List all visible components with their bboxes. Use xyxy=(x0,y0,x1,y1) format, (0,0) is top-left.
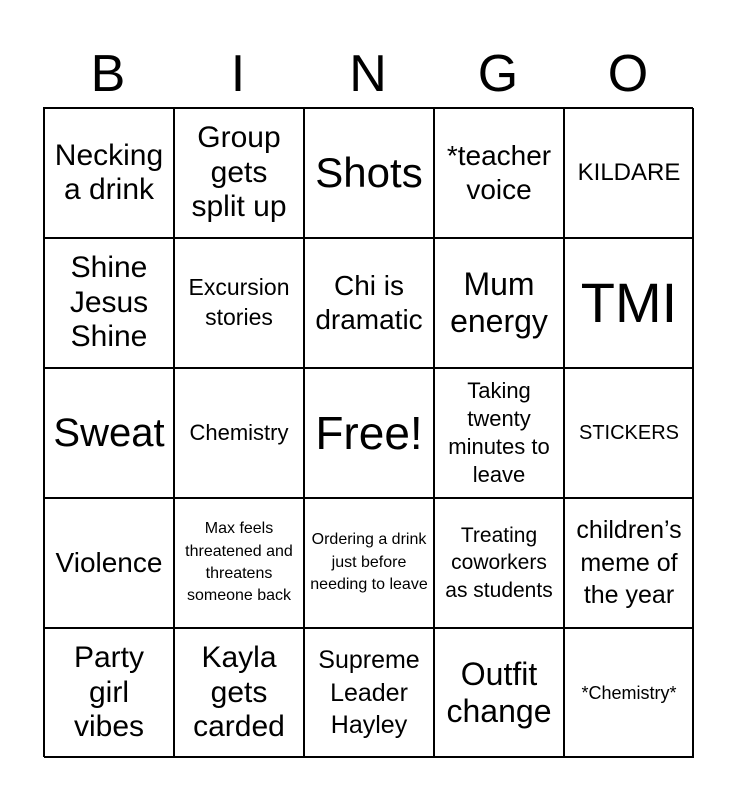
cell-text: KILDARE xyxy=(577,159,681,187)
cell-text: Chemistry xyxy=(189,419,289,445)
bingo-cell-r1c3[interactable] xyxy=(304,108,434,238)
cell-text: *Chemistry* xyxy=(581,682,677,703)
cell-text: Group gets split up xyxy=(191,121,287,224)
cell-text: Party girl vibes xyxy=(73,641,145,744)
bingo-cell-r5c5[interactable] xyxy=(564,628,694,758)
bingo-cell-r3c4[interactable] xyxy=(434,368,564,498)
cell-text: Violence xyxy=(55,547,163,579)
bingo-cell-r2c1[interactable] xyxy=(44,238,174,368)
bingo-cell-r1c4[interactable] xyxy=(434,108,564,238)
header-letter-b: B xyxy=(90,45,126,103)
bingo-cell-r3c2[interactable] xyxy=(174,368,304,498)
bingo-grid xyxy=(43,107,693,757)
header-letter-o: O xyxy=(607,45,649,103)
bingo-header xyxy=(43,40,693,108)
bingo-cell-r2c5[interactable] xyxy=(564,238,694,368)
bingo-cell-r4c2[interactable] xyxy=(174,498,304,628)
cell-text: Supreme Leader Hayley xyxy=(318,646,420,740)
bingo-cell-r5c3[interactable] xyxy=(304,628,434,758)
bingo-cell-r5c4[interactable] xyxy=(434,628,564,758)
bingo-cell-r1c5[interactable] xyxy=(564,108,694,238)
cell-text: Shots xyxy=(315,148,423,196)
bingo-cell-r4c1[interactable] xyxy=(44,498,174,628)
bingo-cell-r2c4[interactable] xyxy=(434,238,564,368)
cell-text: Excursion stories xyxy=(188,274,290,330)
bingo-cell-r2c2[interactable] xyxy=(174,238,304,368)
bingo-cell-r4c3[interactable] xyxy=(304,498,434,628)
bingo-cell-r4c5[interactable] xyxy=(564,498,694,628)
cell-text: children’s meme of the year xyxy=(576,516,682,610)
header-letter-g: G xyxy=(477,45,519,103)
header-letter-i: I xyxy=(230,45,246,103)
bingo-cell-r3c1[interactable] xyxy=(44,368,174,498)
cell-text: Sweat xyxy=(53,411,165,455)
cell-text: TMI xyxy=(580,271,678,335)
cell-text: Shine Jesus Shine xyxy=(69,251,149,354)
bingo-cell-r5c2[interactable] xyxy=(174,628,304,758)
cell-text: Outfit change xyxy=(446,656,552,729)
header-letter-n: N xyxy=(349,45,387,103)
bingo-cell-r3c5[interactable] xyxy=(564,368,694,498)
cell-text: Kayla gets carded xyxy=(193,641,285,744)
bingo-cell-r4c4[interactable] xyxy=(434,498,564,628)
cell-text: *teacher voice xyxy=(446,140,552,205)
cell-text: Taking twenty minutes to leave xyxy=(448,377,550,488)
bingo-cell-r1c1[interactable] xyxy=(44,108,174,238)
cell-text: Necking a drink xyxy=(54,138,164,206)
free-space: Free! xyxy=(315,406,423,459)
cell-text: Mum energy xyxy=(450,266,548,339)
cell-text: Ordering a drink just before needing to leave xyxy=(310,531,428,594)
bingo-cell-r1c2[interactable] xyxy=(174,108,304,238)
bingo-cell-r3c3[interactable] xyxy=(304,368,434,498)
cell-text: Treating coworkers as students xyxy=(445,524,553,602)
bingo-cell-r2c3[interactable] xyxy=(304,238,434,368)
cell-text: Chi is dramatic xyxy=(315,270,423,335)
bingo-cell-r5c1[interactable] xyxy=(44,628,174,758)
cell-text: Max feels threatened and threatens someone back xyxy=(185,520,293,605)
cell-text: STICKERS xyxy=(578,421,680,444)
